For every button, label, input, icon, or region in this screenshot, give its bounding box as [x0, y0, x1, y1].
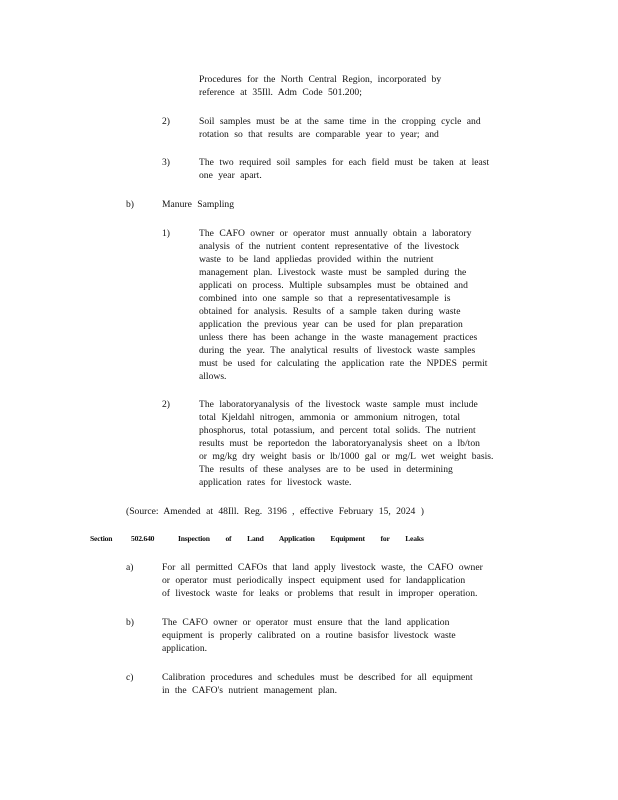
- text-line: application rates for livestock waste.: [199, 477, 352, 488]
- text-line: total Kjeldahl nitrogen, ammonia or ammonium nitrogen, total: [199, 412, 461, 423]
- list-marker: b): [126, 199, 134, 210]
- text-line: during the year. The analytical results of livestock waste samples: [199, 345, 476, 356]
- text-line: applicati on process. Multiple subsamples must be obtained and: [199, 280, 468, 291]
- text-line: allows.: [199, 371, 227, 382]
- list-marker: 2): [162, 116, 170, 127]
- text-line: The CAFO owner or operator must ensure that the land application: [162, 617, 450, 628]
- text-line: must be used for calculating the application rate the NPDES permit: [199, 358, 488, 369]
- section-number: 502.640: [131, 534, 155, 543]
- list-marker: 2): [162, 399, 170, 410]
- text-line: management plan. Livestock waste must be sampled during the: [199, 267, 467, 278]
- text-line: Soil samples must be at the same time in the cropping cycle and: [199, 116, 481, 127]
- text-line: in the CAFO's nutrient management plan.: [162, 685, 337, 696]
- text-line: of livestock waste for leaks or problems that result in improper operation.: [162, 588, 478, 599]
- text-line: one year apart.: [199, 170, 262, 181]
- text-line: obtained for analysis. Results of a sample taken during waste: [199, 306, 461, 317]
- subsection-title: Manure Sampling: [162, 199, 235, 210]
- text-line: rotation so that results are comparable year to year; and: [199, 129, 439, 140]
- text-line: The two required soil samples for each field must be taken at least: [199, 157, 490, 168]
- text-line: equipment is properly calibrated on a routine basisfor livestock waste: [162, 630, 456, 641]
- text-line: Calibration procedures and schedules must be described for all equipment: [162, 672, 473, 683]
- text-line: waste to be land appliedas provided within the nutrient: [199, 254, 434, 265]
- text-line: application.: [162, 643, 208, 654]
- source-note: (Source: Amended at 48Ill. Reg. 3196 , effective February 15, 2024 ): [126, 506, 424, 517]
- list-marker: a): [126, 562, 134, 573]
- text-line: reference at 35Ill. Adm Code 501.200;: [199, 87, 362, 98]
- section-label: Section: [90, 534, 113, 543]
- text-line: results must be reportedon the laboratoryanalysis sheet on a lb/ton: [199, 438, 480, 449]
- list-marker: 3): [162, 157, 170, 168]
- text-line: The results of these analyses are to be used in determining: [199, 464, 453, 475]
- list-marker: 1): [162, 228, 170, 239]
- text-line: combined into one sample so that a representativesample is: [199, 293, 451, 304]
- text-line: or operator must periodically inspect equipment used for landapplication: [162, 575, 466, 586]
- list-marker: b): [126, 617, 134, 628]
- text-line: Procedures for the North Central Region, incorporated by: [199, 74, 442, 85]
- section-title: Inspection of Land Application Equipment for Leaks: [178, 534, 424, 543]
- text-line: The laboratoryanalysis of the livestock waste sample must include: [199, 399, 478, 410]
- text-line: phosphorus, total potassium, and percent total solids. The nutrient: [199, 425, 476, 436]
- list-marker: c): [126, 672, 134, 683]
- text-line: unless there has been achange in the waste management practices: [199, 332, 478, 343]
- text-line: The CAFO owner or operator must annually obtain a laboratory: [199, 228, 472, 239]
- text-line: For all permitted CAFOs that land apply livestock waste, the CAFO owner: [162, 562, 483, 573]
- text-line: application the previous year can be used for plan preparation: [199, 319, 463, 330]
- text-line: or mg/kg dry weight basis or lb/1000 gal or mg/L wet weight basis.: [199, 451, 494, 462]
- text-line: analysis of the nutrient content representative of the livestock: [199, 241, 460, 252]
